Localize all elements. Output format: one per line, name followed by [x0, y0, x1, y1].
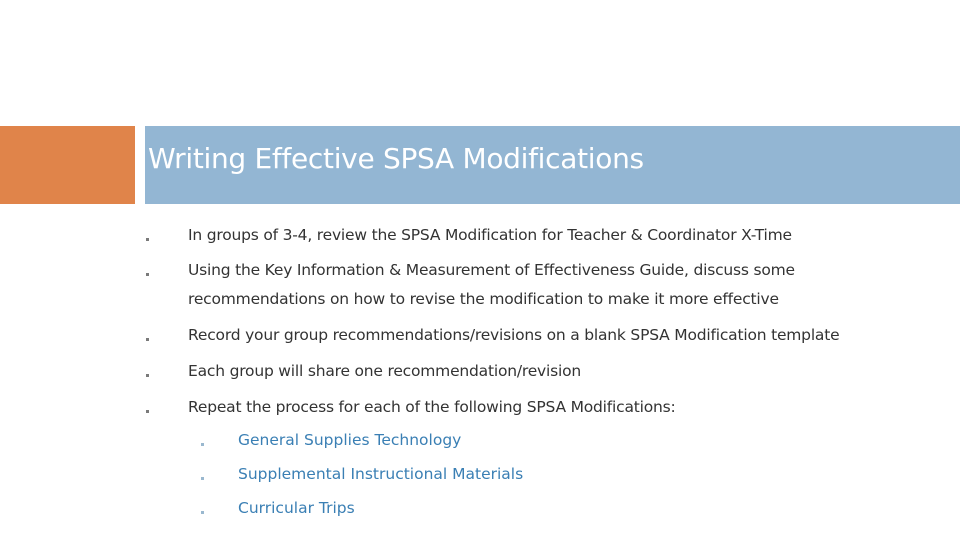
- sub-bullet-marker: [201, 511, 204, 514]
- bullet-item-continuation: recommendations on how to revise the modification to make it more effective: [188, 290, 779, 308]
- sub-bullet-item: Curricular Trips: [238, 499, 355, 517]
- bullet-item: Each group will share one recommendation/revision: [188, 362, 582, 380]
- bullet-item: In groups of 3-4, review the SPSA Modification for Teacher & Coordinator X-Time: [188, 226, 792, 244]
- bullet-item: Using the Key Information & Measurement of Effectiveness Guide, discuss some: [188, 261, 795, 279]
- bullet-marker: [146, 374, 149, 377]
- bullet-item: Repeat the process for each of the following SPSA Modifications:: [188, 398, 676, 416]
- sub-bullet-item: General Supplies Technology: [238, 431, 462, 449]
- bullet-marker: [146, 410, 149, 413]
- bullet-item: Record your group recommendations/revisions on a blank SPSA Modification template: [188, 326, 840, 344]
- sub-bullet-item: Supplemental Instructional Materials: [238, 465, 524, 483]
- bullet-marker: [146, 273, 149, 276]
- accent-block: [0, 126, 135, 204]
- slide-title: Writing Effective SPSA Modifications: [148, 142, 644, 175]
- sub-bullet-marker: [201, 477, 204, 480]
- bullet-marker: [146, 338, 149, 341]
- bullet-marker: [146, 238, 149, 241]
- sub-bullet-marker: [201, 443, 204, 446]
